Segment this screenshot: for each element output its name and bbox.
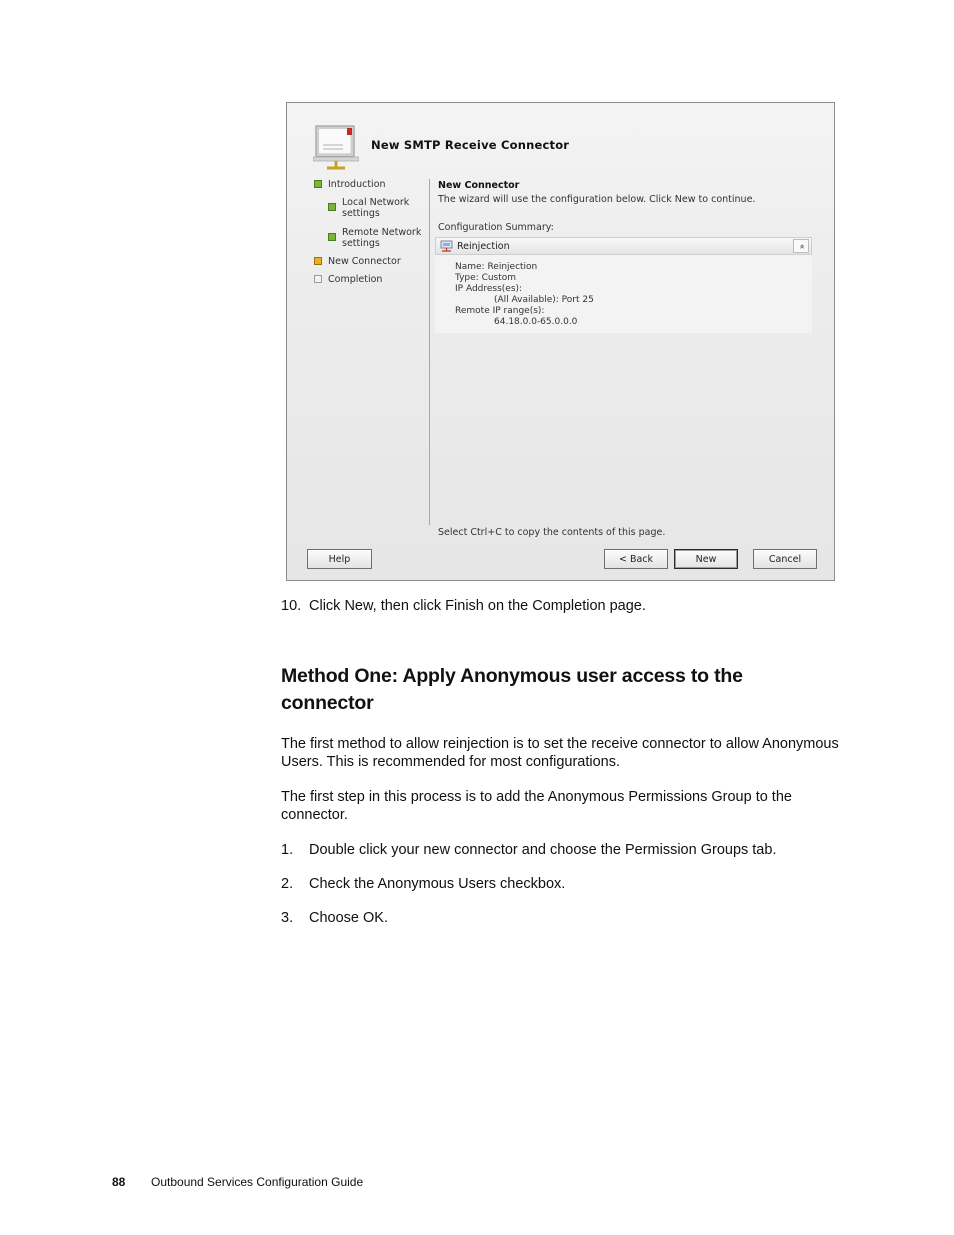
list-item [281, 909, 388, 927]
step-text: Choose OK. [309, 910, 388, 926]
step-complete-icon [328, 203, 336, 211]
back-button[interactable]: < Back [604, 549, 668, 569]
server-network-icon [440, 240, 453, 252]
step-current-icon [314, 257, 322, 265]
step-label: Remote Network settings [342, 227, 422, 249]
detail-remote-value: 64.18.0.0-65.0.0.0 [494, 317, 578, 327]
step-label: Introduction [328, 179, 386, 190]
step-number: 3. [281, 910, 294, 926]
step-number: 10. [281, 598, 302, 614]
detail-remote-label: Remote IP range(s): [455, 306, 545, 316]
step-completion[interactable] [314, 274, 382, 285]
step-number: 1. [281, 842, 294, 858]
smtp-connector-icon [313, 123, 359, 171]
step-remote-network-settings[interactable] [328, 227, 421, 249]
copy-hint: Select Ctrl+C to copy the contents of this page. [438, 527, 666, 538]
panel-description: The wizard will use the configuration below. Click New to continue. [438, 194, 756, 205]
page-number: 88 [112, 1175, 126, 1189]
panel-divider [429, 179, 430, 525]
step-text: Click New, then click Finish on the Completion page. [309, 598, 646, 614]
configuration-summary-label: Configuration Summary: [438, 222, 554, 233]
paragraph-2: The first step in this process is to add the Anonymous Permissions Group to the connector. [281, 789, 792, 823]
detail-type: Type: Custom [455, 273, 517, 283]
step-label: Local Network settings [342, 197, 410, 219]
panel-title: New Connector [438, 180, 520, 191]
summary-section-header[interactable] [435, 237, 812, 255]
help-button[interactable]: Help [307, 549, 372, 569]
step-10 [281, 597, 646, 615]
step-label: Completion [328, 274, 383, 285]
smtp-connector-wizard-screenshot [286, 102, 835, 581]
detail-name: Name: Reinjection [455, 262, 538, 272]
paragraph-1: The first method to allow reinjection is to set the receive connector to allow Anonymous Users. This is recommended for most configurations. [281, 736, 839, 770]
footer-guide-title: Outbound Services Configuration Guide [151, 1175, 364, 1189]
step-introduction[interactable] [314, 179, 386, 190]
new-button[interactable]: New [674, 549, 738, 569]
wizard-title: New SMTP Receive Connector [371, 138, 570, 152]
list-item [281, 875, 565, 893]
step-new-connector[interactable] [314, 256, 401, 267]
summary-details [435, 255, 812, 333]
step-local-network-settings[interactable] [328, 197, 409, 219]
collapse-section-button[interactable] [793, 239, 809, 253]
step-pending-icon [314, 275, 322, 283]
step-label: New Connector [328, 256, 401, 267]
detail-ip-label: IP Address(es): [455, 284, 523, 294]
step-text: Check the Anonymous Users checkbox. [309, 876, 566, 892]
section-heading: Method One: Apply Anonymous user access to the connector [281, 665, 743, 714]
section-name: Reinjection [457, 241, 510, 252]
list-item [281, 841, 776, 859]
step-text: Double click your new connector and choose the Permission Groups tab. [309, 842, 777, 858]
step-complete-icon [314, 180, 322, 188]
detail-ip-value: (All Available): Port 25 [494, 295, 594, 305]
step-number: 2. [281, 876, 294, 892]
collapse-chevron-icon: « [796, 243, 807, 250]
step-complete-icon [328, 233, 336, 241]
cancel-button[interactable]: Cancel [753, 549, 817, 569]
